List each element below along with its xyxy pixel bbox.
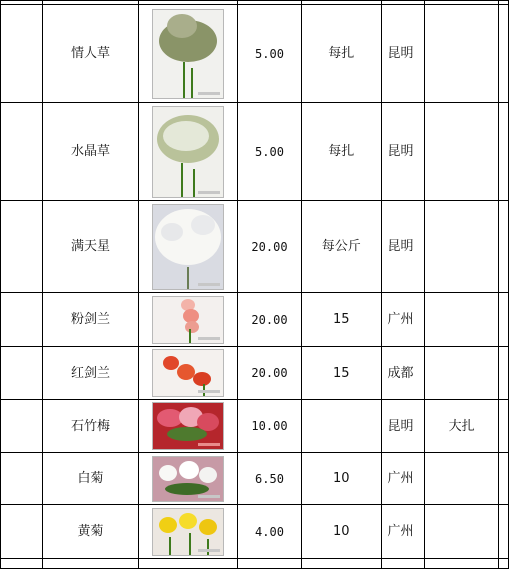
table-row (1, 505, 509, 559)
table-row (1, 103, 509, 201)
photo-cell (139, 103, 238, 201)
photo-cell (139, 453, 238, 505)
unit-cell: 15 (301, 347, 381, 400)
note-cell (425, 103, 499, 201)
note-cell (425, 293, 499, 347)
price-cell: 5.00 (238, 5, 302, 103)
table-row (1, 400, 509, 453)
price-cell: 20.00 (238, 201, 302, 293)
dianthus-photo (152, 402, 224, 450)
index-cell (1, 505, 43, 559)
note-cell (425, 453, 499, 505)
index-cell (1, 347, 43, 400)
table-row-partial (1, 559, 509, 569)
babys-breath-photo (152, 204, 224, 290)
flower-name: 粉剑兰 (42, 293, 139, 347)
price-cell: 4.00 (238, 505, 302, 559)
flower-name: 水晶草 (42, 103, 139, 201)
flower-name: 白菊 (42, 453, 139, 505)
origin-cell: 昆明 (381, 400, 425, 453)
table-row (1, 201, 509, 293)
price-cell: 20.00 (238, 293, 302, 347)
origin-cell: 昆明 (381, 5, 425, 103)
table-row (1, 453, 509, 505)
unit-cell: 15 (301, 293, 381, 347)
index-cell (1, 453, 43, 505)
index-cell (1, 400, 43, 453)
origin-cell: 成都 (381, 347, 425, 400)
note-cell (425, 5, 499, 103)
index-cell (1, 201, 43, 293)
origin-cell: 昆明 (381, 201, 425, 293)
price-cell: 5.00 (238, 103, 302, 201)
photo-cell (139, 347, 238, 400)
origin-cell: 广州 (381, 505, 425, 559)
table-row (1, 5, 509, 103)
flower-name: 情人草 (42, 5, 139, 103)
origin-cell: 广州 (381, 453, 425, 505)
limonium-white-photo (152, 106, 224, 198)
unit-cell: 10 (301, 453, 381, 505)
photo-cell (139, 293, 238, 347)
note-cell (425, 201, 499, 293)
photo-cell (139, 201, 238, 293)
price-cell: 20.00 (238, 347, 302, 400)
white-chrysanthemum-photo (152, 456, 224, 502)
index-cell (1, 103, 43, 201)
unit-cell: 10 (301, 505, 381, 559)
unit-cell (301, 400, 381, 453)
limonium-purple-photo (152, 9, 224, 99)
pink-gladiolus-photo (152, 296, 224, 344)
flower-name: 红剑兰 (42, 347, 139, 400)
price-cell: 6.50 (238, 453, 302, 505)
origin-cell: 昆明 (381, 103, 425, 201)
note-cell (425, 505, 499, 559)
yellow-chrysanthemum-photo (152, 508, 224, 556)
table-row (1, 293, 509, 347)
flower-name: 石竹梅 (42, 400, 139, 453)
index-cell (1, 293, 43, 347)
photo-cell (139, 400, 238, 453)
unit-cell: 每扎 (301, 5, 381, 103)
unit-cell: 每公斤 (301, 201, 381, 293)
flower-name: 黄菊 (42, 505, 139, 559)
price-cell: 10.00 (238, 400, 302, 453)
photo-cell (139, 505, 238, 559)
origin-cell: 广州 (381, 293, 425, 347)
red-gladiolus-photo (152, 349, 224, 397)
index-cell (1, 5, 43, 103)
note-cell: 大扎 (425, 400, 499, 453)
flower-name: 满天星 (42, 201, 139, 293)
note-cell (425, 347, 499, 400)
unit-cell: 每扎 (301, 103, 381, 201)
photo-cell (139, 5, 238, 103)
table-row (1, 347, 509, 400)
